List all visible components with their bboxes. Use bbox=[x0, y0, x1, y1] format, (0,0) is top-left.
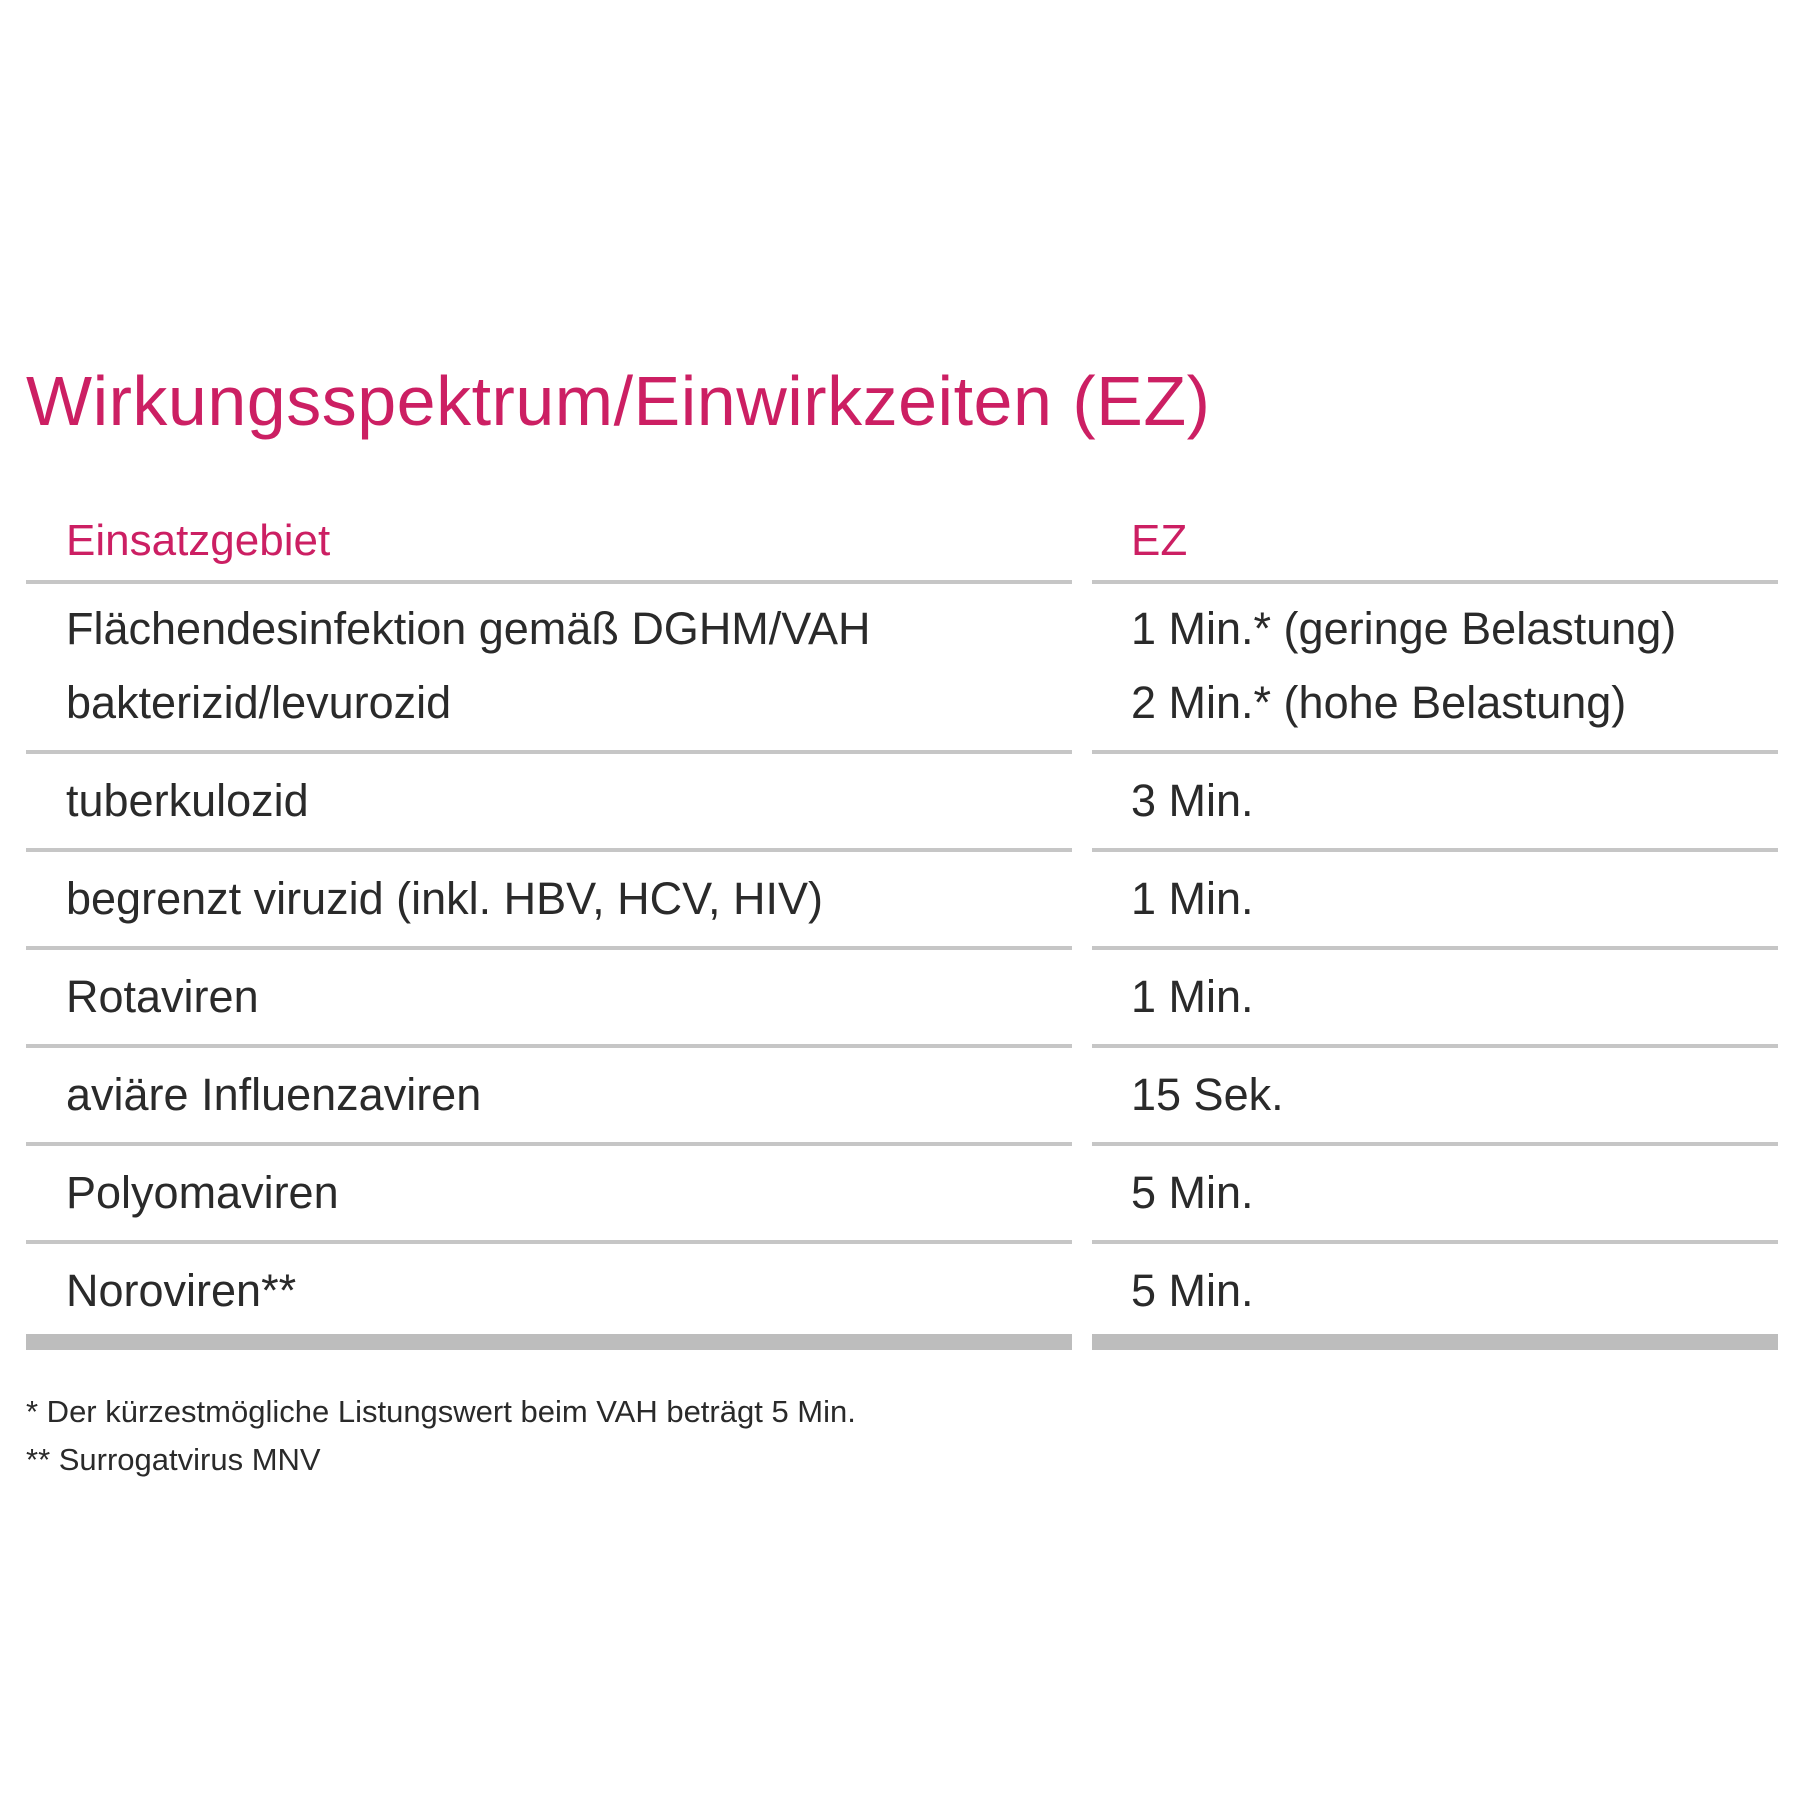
area-cell: Polyomaviren bbox=[66, 1167, 339, 1218]
area-cell: bakterizid/levurozid bbox=[66, 677, 452, 728]
footnote: * Der kürzestmögliche Listungswert beim VAH beträgt 5 Min. bbox=[26, 1394, 856, 1429]
column-header-ez: EZ bbox=[1131, 516, 1188, 565]
table-end-rule bbox=[1092, 1334, 1778, 1350]
table-header-row bbox=[26, 500, 1778, 584]
table-row bbox=[26, 1244, 1778, 1350]
column-header-area: Einsatzgebiet bbox=[66, 516, 331, 565]
area-cell: Noroviren** bbox=[66, 1265, 297, 1316]
ez-cell: 1 Min. bbox=[1131, 873, 1254, 924]
ez-cell: 1 Min.* (geringe Belastung) bbox=[1131, 603, 1677, 654]
area-cell: tuberkulozid bbox=[66, 775, 309, 826]
efficacy-table bbox=[26, 500, 1778, 1350]
area-cell: aviäre Influenzaviren bbox=[66, 1069, 482, 1120]
table-row bbox=[26, 1146, 1778, 1244]
table-row bbox=[26, 852, 1778, 950]
table-row bbox=[26, 950, 1778, 1048]
area-cell: begrenzt viruzid (inkl. HBV, HCV, HIV) bbox=[66, 873, 823, 924]
table-row bbox=[26, 1048, 1778, 1146]
ez-cell: 3 Min. bbox=[1131, 775, 1254, 826]
table-row bbox=[26, 754, 1778, 852]
table-end-rule bbox=[26, 1334, 1072, 1350]
area-cell: Flächendesinfektion gemäß DGHM/VAH bbox=[66, 603, 871, 654]
page-title: Wirkungsspektrum/Einwirkzeiten (EZ) bbox=[26, 362, 1211, 440]
table-row bbox=[26, 584, 1778, 754]
footnote: ** Surrogatvirus MNV bbox=[26, 1442, 321, 1477]
ez-cell: 15 Sek. bbox=[1131, 1069, 1284, 1120]
ez-cell: 1 Min. bbox=[1131, 971, 1254, 1022]
area-cell: Rotaviren bbox=[66, 971, 259, 1022]
ez-cell: 5 Min. bbox=[1131, 1265, 1254, 1316]
ez-cell: 2 Min.* (hohe Belastung) bbox=[1131, 677, 1627, 728]
ez-cell: 5 Min. bbox=[1131, 1167, 1254, 1218]
